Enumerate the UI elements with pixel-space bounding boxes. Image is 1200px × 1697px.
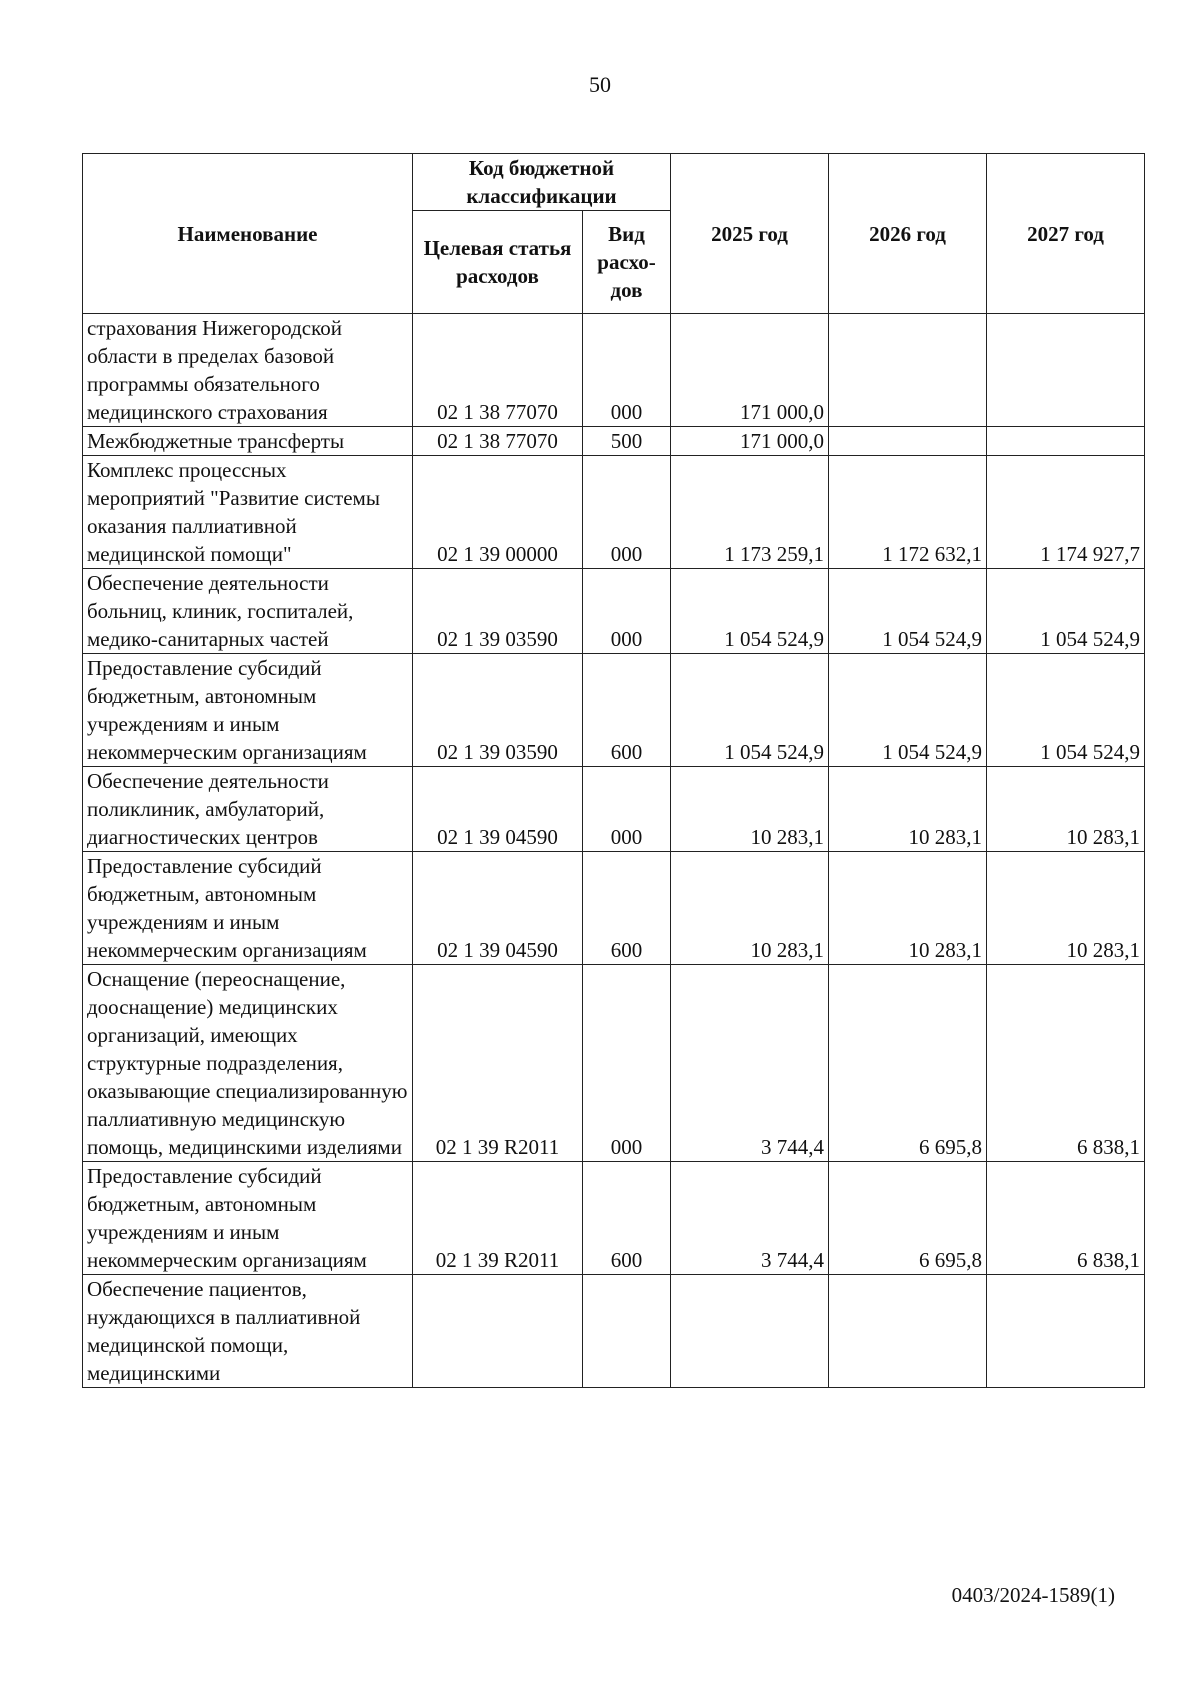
row-vid: 000	[583, 965, 671, 1162]
row-2026: 1 054 524,9	[829, 654, 987, 767]
row-name: Обеспечение деятельности больниц, клиник, госпиталей, медико-санитарных частей	[83, 569, 413, 654]
budget-table	[82, 153, 1145, 1388]
row-code: 02 1 39 R2011	[413, 1162, 583, 1275]
row-code: 02 1 38 77070	[413, 427, 583, 456]
row-vid: 500	[583, 427, 671, 456]
row-2026: 1 054 524,9	[829, 569, 987, 654]
row-2027: 1 054 524,9	[987, 654, 1145, 767]
row-name: Межбюджетные трансферты	[83, 427, 413, 456]
row-name: Обеспечение деятельности поликлиник, амбулаторий, диагностических центров	[83, 767, 413, 852]
row-2025: 10 283,1	[671, 767, 829, 852]
row-2026: 10 283,1	[829, 852, 987, 965]
row-name: Комплекс процессных мероприятий "Развитие системы оказания паллиативной медицинской помощи"	[83, 456, 413, 569]
row-2025: 1 054 524,9	[671, 569, 829, 654]
row-2025: 1 054 524,9	[671, 654, 829, 767]
row-vid: 000	[583, 456, 671, 569]
row-2027: 6 838,1	[987, 1162, 1145, 1275]
row-2026: 1 172 632,1	[829, 456, 987, 569]
header-name: Наименование	[83, 154, 413, 314]
row-code: 02 1 39 03590	[413, 569, 583, 654]
table-row	[83, 314, 1145, 427]
table-row	[83, 965, 1145, 1162]
header-vid: Вид расхо-дов	[583, 211, 671, 314]
row-2025: 1 173 259,1	[671, 456, 829, 569]
row-2025: 171 000,0	[671, 314, 829, 427]
row-code	[413, 1275, 583, 1388]
table-header	[83, 154, 1145, 314]
row-2025	[671, 1275, 829, 1388]
row-code: 02 1 38 77070	[413, 314, 583, 427]
row-2027	[987, 427, 1145, 456]
row-2026: 6 695,8	[829, 965, 987, 1162]
row-2027: 10 283,1	[987, 767, 1145, 852]
table-row	[83, 456, 1145, 569]
row-2027	[987, 314, 1145, 427]
row-2025: 171 000,0	[671, 427, 829, 456]
row-name: Предоставление субсидий бюджетным, автономным учреждениям и иным некоммерческим организациям	[83, 1162, 413, 1275]
header-code-group: Код бюджетной классификации	[413, 154, 671, 211]
row-code: 02 1 39 00000	[413, 456, 583, 569]
row-2027	[987, 1275, 1145, 1388]
table-body	[83, 314, 1145, 1388]
row-name: Оснащение (переоснащение, дооснащение) медицинских организаций, имеющих структурные подразделения, оказывающие специализированную паллиативную медицинскую помощь, медицинскими изделиями	[83, 965, 413, 1162]
row-name: Предоставление субсидий бюджетным, автономным учреждениям и иным некоммерческим организациям	[83, 852, 413, 965]
row-vid: 000	[583, 314, 671, 427]
row-2027: 10 283,1	[987, 852, 1145, 965]
row-2026	[829, 427, 987, 456]
row-2025: 3 744,4	[671, 1162, 829, 1275]
row-2026: 10 283,1	[829, 767, 987, 852]
row-vid: 000	[583, 767, 671, 852]
table-row	[83, 767, 1145, 852]
document-number: 0403/2024-1589(1)	[951, 1583, 1115, 1607]
header-code: Целевая статья расходов	[413, 211, 583, 314]
header-2027: 2027 год	[987, 154, 1145, 314]
row-name: страхования Нижегородской области в пределах базовой программы обязательного медицинского страхования	[83, 314, 413, 427]
table-row	[83, 1162, 1145, 1275]
row-2026	[829, 314, 987, 427]
row-2027: 6 838,1	[987, 965, 1145, 1162]
row-2027: 1 054 524,9	[987, 569, 1145, 654]
header-2026: 2026 год	[829, 154, 987, 314]
row-name: Предоставление субсидий бюджетным, автономным учреждениям и иным некоммерческим организациям	[83, 654, 413, 767]
row-name: Обеспечение пациентов, нуждающихся в паллиативной медицинской помощи, медицинскими	[83, 1275, 413, 1388]
table-row	[83, 852, 1145, 965]
table-row	[83, 427, 1145, 456]
row-2026	[829, 1275, 987, 1388]
row-2026: 6 695,8	[829, 1162, 987, 1275]
row-vid: 000	[583, 569, 671, 654]
row-vid: 600	[583, 1162, 671, 1275]
row-vid: 600	[583, 852, 671, 965]
table-row	[83, 569, 1145, 654]
table-row	[83, 654, 1145, 767]
row-2025: 10 283,1	[671, 852, 829, 965]
row-code: 02 1 39 04590	[413, 767, 583, 852]
row-code: 02 1 39 R2011	[413, 965, 583, 1162]
row-code: 02 1 39 03590	[413, 654, 583, 767]
row-code: 02 1 39 04590	[413, 852, 583, 965]
table-row	[83, 1275, 1145, 1388]
row-2025: 3 744,4	[671, 965, 829, 1162]
row-vid	[583, 1275, 671, 1388]
row-vid: 600	[583, 654, 671, 767]
header-2025: 2025 год	[671, 154, 829, 314]
page-number: 50	[589, 72, 611, 97]
row-2027: 1 174 927,7	[987, 456, 1145, 569]
